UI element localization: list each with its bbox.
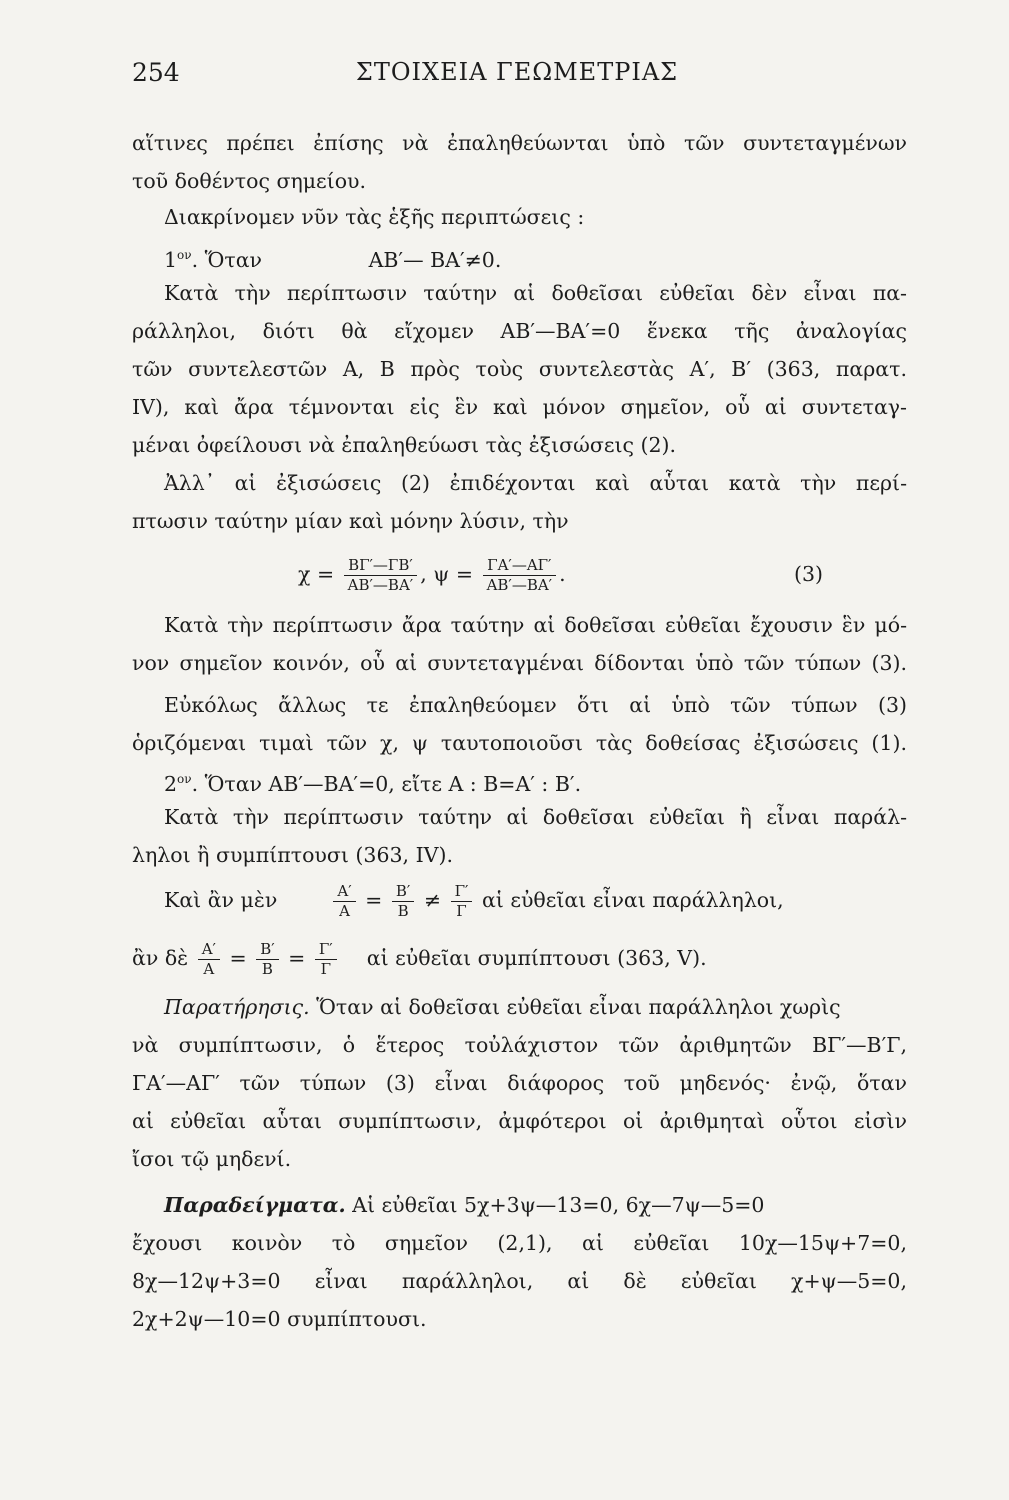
eq-y-var: ψ = [433, 562, 474, 586]
case-number: 1 [164, 248, 178, 272]
remark-text: Ὅταν αἱ δοθεῖσαι εὐθεῖαι εἶναι παράλληλοι χωρὶς [316, 995, 841, 1019]
text-line: νον σημεῖον κοινόν, οὗ αἱ συντεταγμέναι δίδονται ὑπὸ τῶν τύπων (3). [132, 651, 907, 675]
text-line: ἴσοι τῷ μηδενί. [132, 1147, 292, 1171]
eq-x-denominator: ΑΒ′—ΒΑ′ [347, 576, 414, 594]
numerator: Γ′ [315, 941, 337, 960]
numerator: Α′ [333, 883, 355, 902]
eq-x-fraction [344, 557, 418, 594]
text-line: Εὐκόλως ἄλλως τε ἐπαληθεύομεν ὅτι αἱ ὑπὸ τῶν τύπων (3) [164, 693, 907, 717]
remark-line [164, 992, 907, 1022]
eq-x-numerator: ΒΓ′—ΓΒ′ [344, 557, 418, 576]
text-line: ληλοι ἢ συμπίπτουσι (363, IV). [132, 843, 453, 867]
operator: = [288, 946, 306, 970]
text-line: νὰ συμπίπτωσιν, ὁ ἕτερος τοὐλάχιστον τῶν ἀριθμητῶν ΒΓ′—Β′Γ, [132, 1033, 907, 1057]
text-line: 2χ+2ψ—10=0 συμπίπτουσι. [132, 1307, 427, 1331]
equation-3 [298, 552, 908, 596]
operator: ≠ [423, 888, 442, 912]
text-line: IV), καὶ ἄρα τέμνονται εἰς ἓν καὶ μόνον σημεῖον, οὗ αἱ συντεταγ- [132, 395, 907, 419]
fraction-c [451, 883, 473, 920]
denominator: Γ [320, 960, 332, 978]
page-header [132, 58, 902, 94]
equation-coincident [132, 934, 907, 982]
denominator: Α [339, 902, 350, 920]
equation-parallel [164, 876, 907, 924]
text-line: Κατὰ τὴν περίπτωσιν ταύτην αἱ δοθεῖσαι εὐθεῖαι δὲν εἶναι πα- [164, 281, 907, 305]
text-line: αἵτινες πρέπει ἐπίσης νὰ ἐπαληθεύωνται ὑπὸ τῶν συντεταγμένων [132, 131, 907, 155]
denominator: Γ [456, 902, 467, 920]
case-number: 2 [164, 772, 178, 796]
eq-y-denominator: ΑΒ′—ΒΑ′ [486, 576, 553, 594]
eq-lead: ἂν δὲ [132, 946, 189, 970]
page-number: 254 [132, 58, 180, 87]
text-line: Κατὰ τὴν περίπτωσιν ταύτην αἱ δοθεῖσαι εὐθεῖαι ἢ εἶναι παράλ- [164, 805, 907, 829]
text-line: αἱ εὐθεῖαι αὗται συμπίπτωσιν, ἀμφότεροι οἱ ἀριθμηταὶ οὗτοι εἰσὶν [132, 1109, 907, 1133]
equation-number: (3) [793, 562, 823, 586]
text-line: ράλληλοι, διότι θὰ εἴχομεν ΑΒ′—ΒΑ′=0 ἕνεκα τῆς ἀναλογίας [132, 319, 907, 343]
fraction-a [198, 941, 220, 978]
case-condition: ΑΒ′— ΒΑ′≠0. [368, 248, 502, 272]
text-line: ὁριζόμεναι τιμαὶ τῶν χ, ψ ταυτοποιοῦσι τὰς δοθείσας ἐξισώσεις (1). [132, 731, 907, 755]
text-line: τῶν συντελεστῶν Α, Β πρὸς τοὺς συντελεστὰς Α′, Β′ (363, παρατ. [132, 357, 907, 381]
case-label: . Ὅταν [191, 248, 263, 272]
examples-text: Αἱ εὐθεῖαι 5χ+3ψ—13=0, 6χ—7ψ—5=0 [352, 1193, 765, 1217]
denominator: Α [203, 960, 215, 978]
fraction-b [256, 941, 278, 978]
text-line: 8χ—12ψ+3=0 εἶναι παράλληλοι, αἱ δὲ εὐθεῖαι χ+ψ—5=0, [132, 1269, 907, 1293]
case-label: . Ὅταν ΑΒ′—ΒΑ′=0, εἴτε Α : Β=Α′ : Β′. [191, 772, 582, 796]
numerator: Γ′ [451, 883, 473, 902]
case-ordinal: ον [177, 772, 192, 786]
eq-x-var: χ = [298, 562, 335, 586]
case-2-heading [164, 764, 907, 794]
fraction-a [333, 883, 355, 920]
case-ordinal: ον [177, 248, 192, 262]
denominator: Β [261, 960, 273, 978]
text-line: Κατὰ τὴν περίπτωσιν ἄρα ταύτην αἱ δοθεῖσαι εὐθεῖαι ἔχουσιν ἓν μό- [164, 613, 907, 637]
numerator: Β′ [392, 883, 414, 902]
text-line: μέναι ὀφείλουσι νὰ ἐπαληθεύωσι τὰς ἐξισώσεις (2). [132, 433, 677, 457]
numerator: Α′ [198, 941, 220, 960]
case-1-heading [164, 240, 907, 270]
eq-end: . [559, 562, 566, 586]
remark-label: Παρατήρησις. [164, 995, 310, 1019]
eq-tail: αἱ εὐθεῖαι συμπίπτουσι (363, V). [366, 946, 707, 970]
operator: = [365, 888, 383, 912]
text-line: πτωσιν ταύτην μίαν καὶ μόνην λύσιν, τὴν [132, 509, 569, 533]
operator: = [229, 946, 247, 970]
examples-label: Παραδείγματα. [164, 1193, 346, 1217]
eq-y-fraction [483, 557, 557, 594]
text-line: ΓΑ′—ΑΓ′ τῶν τύπων (3) εἶναι διάφορος τοῦ μηδενός· ἐνῷ, ὅταν [132, 1071, 907, 1095]
eq-separator: , [420, 562, 427, 586]
eq-tail: αἱ εὐθεῖαι εἶναι παράλληλοι, [481, 888, 784, 912]
text-line: Ἀλλ᾽ αἱ ἐξισώσεις (2) ἐπιδέχονται καὶ αὗται κατὰ τὴν περί- [164, 471, 907, 495]
eq-y-numerator: ΓΑ′—ΑΓ′ [483, 557, 557, 576]
fraction-c [315, 941, 337, 978]
text-line: Διακρίνομεν νῦν τὰς ἑξῆς περιπτώσεις : [164, 205, 585, 229]
text-line: ἔχουσι κοινὸν τὸ σημεῖον (2,1), αἱ εὐθεῖαι 10χ—15ψ+7=0, [132, 1231, 907, 1255]
text-line: τοῦ δοθέντος σημείου. [132, 169, 367, 193]
examples-line [164, 1190, 907, 1220]
eq-lead: Καὶ ἂν μὲν [164, 888, 278, 912]
fraction-b [392, 883, 414, 920]
denominator: Β [397, 902, 409, 920]
numerator: Β′ [256, 941, 278, 960]
running-title: ΣΤΟΙΧΕΙΑ ΓΕΩΜΕΤΡΙΑΣ [355, 58, 679, 86]
